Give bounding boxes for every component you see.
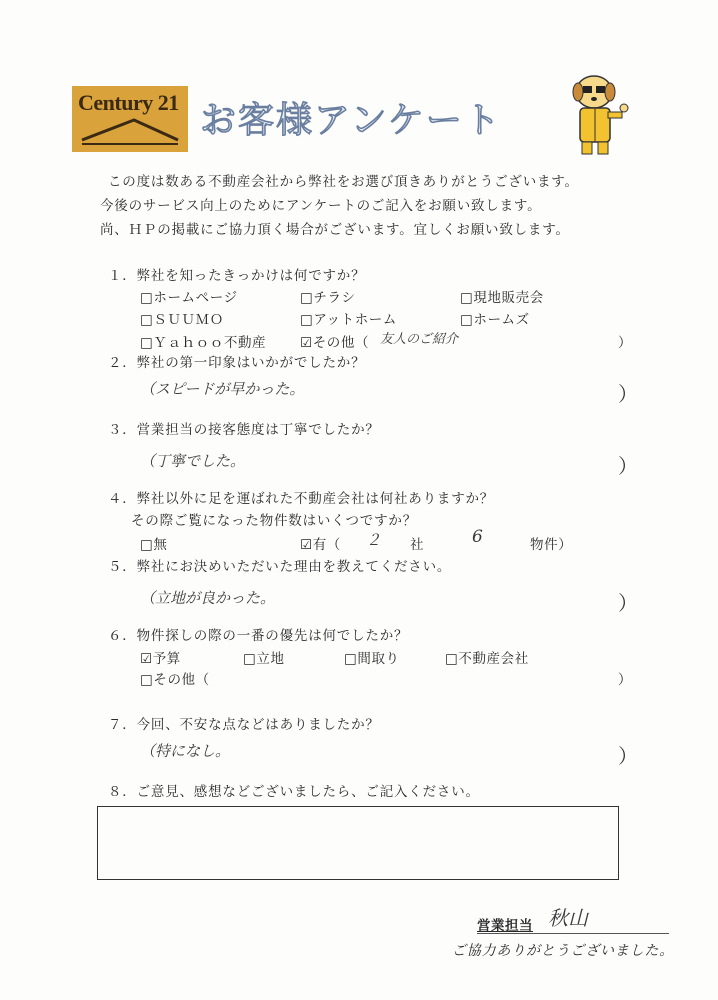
question-4-line-1: ４．弊社以外に足を運ばれた不動産会社は何社ありますか？ [108, 491, 495, 507]
century21-logo [72, 86, 188, 152]
q1-option-homepage[interactable]: □ホームページ [140, 290, 238, 306]
comment-box[interactable] [97, 806, 619, 880]
q1-option-flyer[interactable]: □チラシ [300, 290, 356, 306]
q6-option-agency[interactable]: □不動産会社 [445, 651, 529, 667]
q1-option-homes[interactable]: □ホームズ [460, 312, 530, 328]
signature-line [477, 933, 669, 934]
question-5: ５．弊社にお決めいただいた理由を教えてください。 [108, 559, 452, 575]
logo-text: Century 21 [78, 90, 179, 115]
intro-line-1: この度は数ある不動産会社から弊社をお選び頂きありがとうございます。 [108, 174, 579, 190]
q4-companies-count: ２ [366, 531, 382, 549]
thanks-message: ご協力ありがとうございました。 [452, 943, 674, 959]
q6-option-layout[interactable]: □間取り [344, 651, 400, 667]
q5-answer: （立地が良かった。 [140, 589, 276, 607]
question-3: ３．営業担当の接客態度は丁寧でしたか？ [108, 422, 380, 438]
q5-close-paren: ） [618, 591, 638, 615]
q4-properties-count: 6 [472, 527, 483, 547]
q6-option-location[interactable]: □立地 [243, 651, 285, 667]
q1-option-athome[interactable]: □アットホーム [300, 312, 398, 328]
question-7: ７．今回、不安な点などはありましたか？ [108, 717, 380, 733]
q3-close-paren: ） [618, 454, 638, 478]
q4-unit-property: 物件） [530, 537, 573, 553]
q2-answer: （スピードが早かった。 [140, 380, 305, 398]
staff-signature: 秋山 [548, 906, 588, 930]
question-2: ２．弊社の第一印象はいかがでしたか？ [108, 355, 366, 371]
q2-close-paren: ） [618, 382, 638, 406]
page-title: お客様アンケート [200, 100, 502, 141]
q1-option-yahoo[interactable]: □Ｙａｈｏｏ不動産 [140, 335, 267, 351]
q6-option-other[interactable]: □その他（ [140, 672, 210, 688]
question-4-line-2: その際ご覧になった物件数はいくつですか？ [131, 513, 417, 529]
q4-option-none[interactable]: □無 [140, 537, 168, 553]
q4-option-yes[interactable]: ☑有（ [300, 537, 341, 553]
q1-option-other[interactable]: ☑その他（ [300, 335, 370, 351]
q1-close-paren: ） [618, 335, 633, 351]
q6-close-paren: ） [618, 672, 633, 688]
intro-line-3: 尚、ＨＰの掲載にご協力頂く場合がございます。宜しくお願い致します。 [100, 222, 570, 238]
question-1: １．弊社を知ったきっかけは何ですか？ [108, 268, 366, 284]
q3-answer: （丁寧でした。 [140, 452, 246, 470]
mascot-dog-icon [568, 70, 630, 158]
q7-answer: （特になし。 [140, 742, 231, 760]
question-6: ６．物件探しの際の一番の優先は何でしたか？ [108, 628, 409, 644]
house-roof-icon [78, 114, 182, 148]
question-8: ８．ご意見、感想などございましたら、ご記入ください。 [108, 784, 480, 800]
intro-line-2: 今後のサービス向上のためにアンケートのご記入をお願い致します。 [100, 198, 542, 214]
q4-unit-company: 社 [410, 537, 425, 553]
staff-label: 営業担当 [477, 918, 533, 934]
q7-close-paren: ） [618, 744, 638, 768]
q1-other-answer: 友人のご紹介 [380, 332, 459, 347]
q6-option-budget[interactable]: ☑予算 [140, 651, 181, 667]
q1-option-open-house[interactable]: □現地販売会 [460, 290, 544, 306]
q1-option-suumo[interactable]: □ＳＵＵＭＯ [140, 312, 224, 328]
